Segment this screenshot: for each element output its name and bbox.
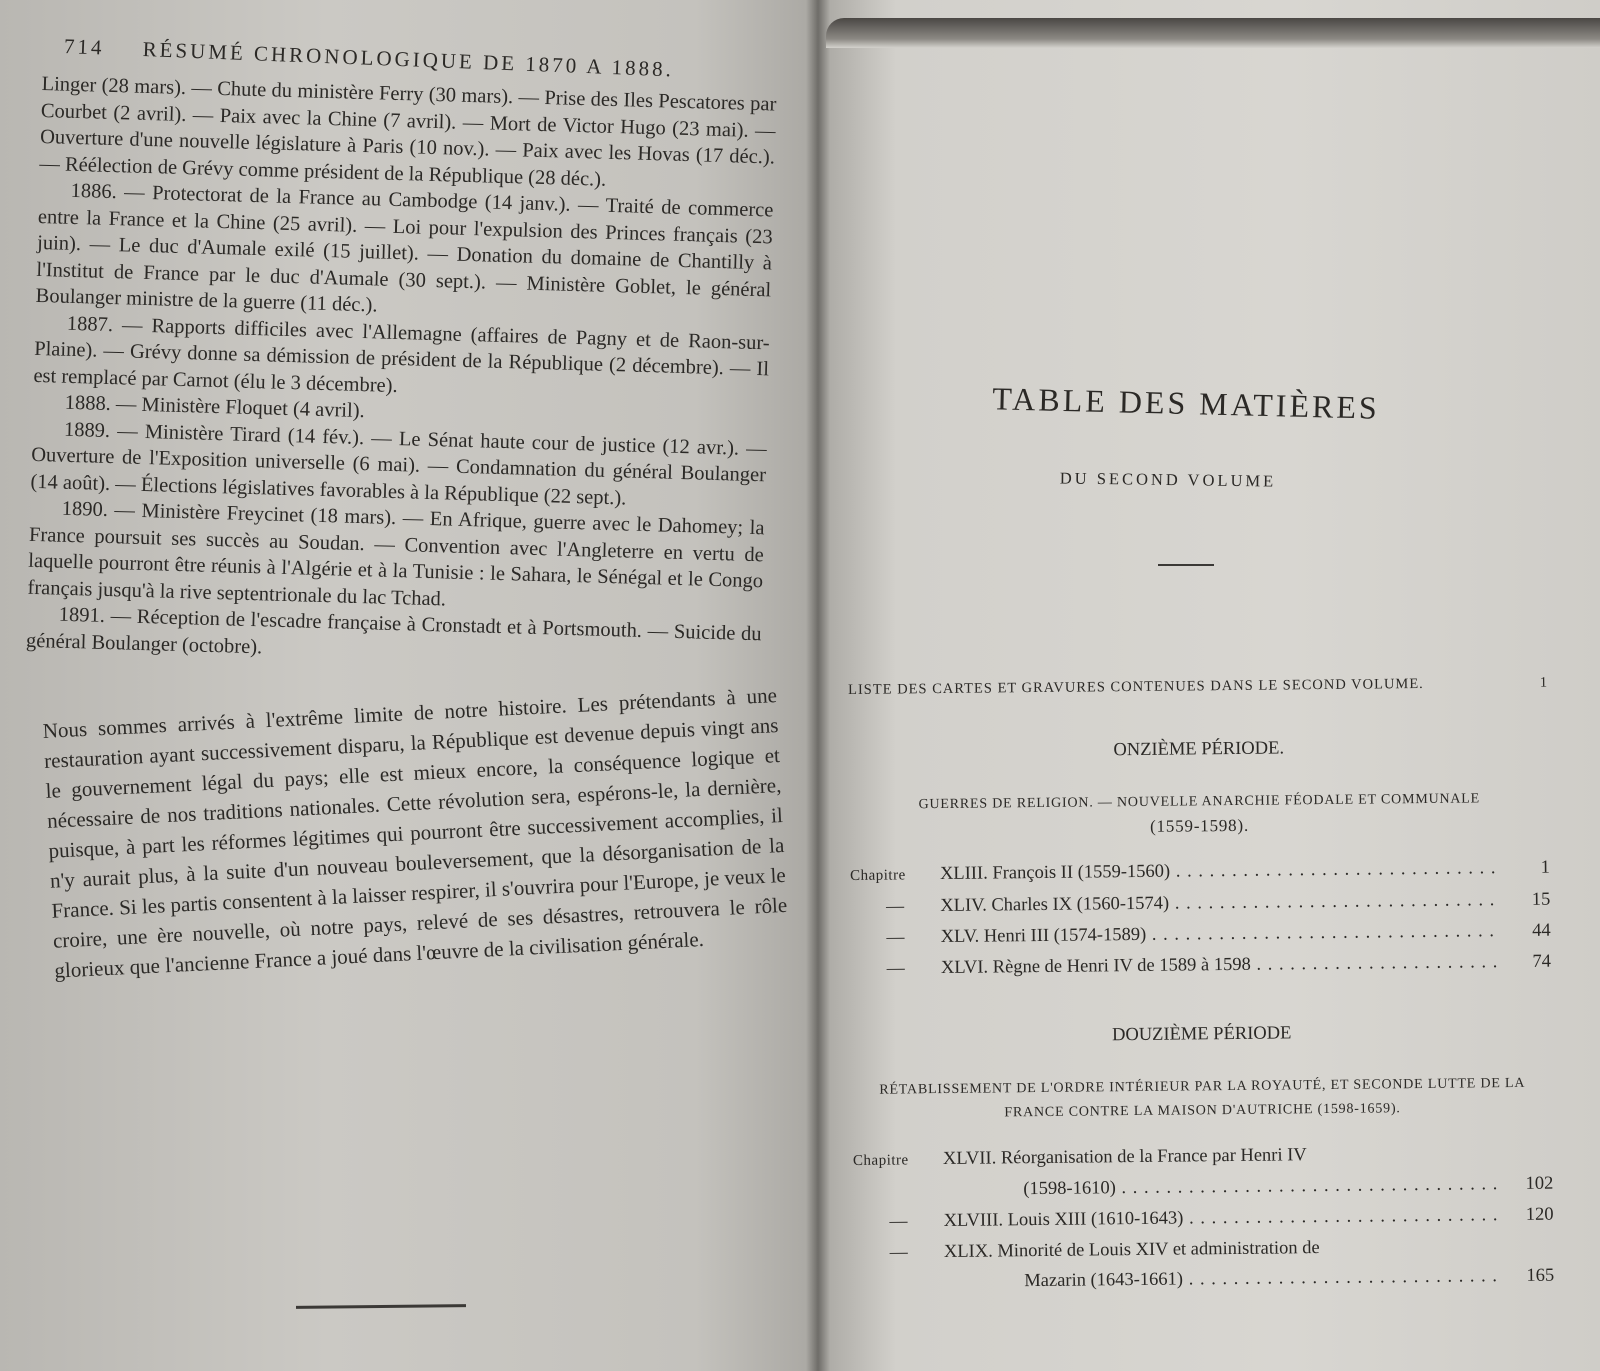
entry-page xyxy=(1504,1251,1554,1252)
entry-lead: — xyxy=(885,895,905,916)
page-number: 714 xyxy=(63,34,105,60)
entry-title: XLIII. François II (1559-1560) . . . xyxy=(940,853,1500,889)
chronology-entry: 1888. — Ministère Floquet (4 avril). xyxy=(64,391,365,423)
entry-page: 102 xyxy=(1525,1173,1554,1194)
title-rule xyxy=(1158,564,1214,566)
entry-page xyxy=(1503,1158,1553,1159)
list-line-page: 1 xyxy=(1539,674,1549,691)
period-title: DOUZIÈME PÉRIODE xyxy=(1111,1023,1292,1046)
entry-lead: — xyxy=(889,1241,909,1262)
entry-page: 15 xyxy=(1531,889,1551,910)
toc-entry-continuation xyxy=(854,1261,1554,1298)
period-description-text: RÉTABLISSEMENT DE L'ORDRE INTÉRIEUR PAR LA ROYAUTÉ, ET SECONDE LUTTE DE LA FRANCE CONTRE LA MAISON D'AUTRICHE (1598-1659). xyxy=(879,1075,1526,1121)
period-description xyxy=(849,787,1549,842)
chronology-entry: 1886. — Protectorat de la France au Cambodge (14 janv.). — Traité de commerce entre la France et la Chine (25 avril). — Loi pour l'expulsion des Princes français (23 juin). — Le duc d'Aumale exilé (15 juillet). — Donation du domaine de Chantilly à l'Institut de France par le duc d'Aumale (30 sept.). — Ministère Goblet, le général Boulanger ministre de la guerre (11 déc.). xyxy=(35,179,774,317)
entry-lead: — xyxy=(886,957,906,978)
chronology xyxy=(26,71,777,674)
toc-body xyxy=(848,675,1555,1342)
entry-lead: — xyxy=(889,1210,908,1231)
entry-page: 120 xyxy=(1525,1204,1554,1225)
list-line-text: LISTE DES CARTES ET GRAVURES CONTENUES DANS LE SECOND VOLUME. xyxy=(848,675,1424,698)
entry-title-continuation: Mazarin (1643-1661) . . . xyxy=(944,1261,1504,1297)
end-rule xyxy=(296,1304,466,1309)
entry-title: XLVI. Règne de Henri IV de 1589 à 1598 . . . xyxy=(941,947,1501,983)
period-dates: (1559-1598). xyxy=(1150,815,1250,836)
running-head-title: RÉSUMÉ CHRONOLOGIQUE DE 1870 A 1888. xyxy=(142,37,675,82)
book-spine-edge xyxy=(826,18,1600,48)
entry-title-continuation: (1598-1610) . . . xyxy=(943,1169,1503,1205)
entry-title: XLVIII. Louis XIII (1610-1643) . . . xyxy=(943,1200,1503,1236)
entry-lead: Chapitre xyxy=(852,1152,909,1169)
period-description-text: GUERRES DE RELIGION. — NOUVELLE ANARCHIE FÉODALE ET COMMUNALE xyxy=(918,791,1481,813)
entry-page: 44 xyxy=(1532,920,1551,941)
entry-lead: — xyxy=(886,926,906,947)
entry-page: 165 xyxy=(1526,1265,1555,1286)
entry-page: 74 xyxy=(1532,951,1552,972)
chronology-entry: 1889. — Ministère Tirard (14 fév.). — Le Sénat haute cour de justice (12 avr.). — Ouverture de l'Exposition universelle (6 mai). — Condamnation du général Boulanger (14 août). — Élections législatives favorables à la République (22 sept.). xyxy=(30,418,768,509)
entry-lead-spacer xyxy=(853,1195,943,1196)
toc-title: TABLE DES MATIÈRES xyxy=(991,380,1381,426)
entry-title: XLVII. Réorganisation de la France par Henri IV xyxy=(942,1145,1307,1170)
toc-subtitle: DU SECOND VOLUME xyxy=(1059,468,1277,491)
entry-title: XLIV. Charles IX (1560-1574) . . . xyxy=(940,885,1500,921)
entry-title: XLV. Henri III (1574-1589) . . . xyxy=(941,916,1501,952)
right-page xyxy=(818,0,1600,1371)
chronology-entry: Linger (28 mars). — Chute du ministère Ferry (30 mars). — Prise des Iles Pescatores par Courbet (2 avril). — Paix avec la Chine (7 avril). — Mort de Victor Hugo (23 mai). — Ouverture d'une nouvelle législature à Paris (10 nov.). — Paix avec les Hovas (17 déc.). — Réélection de Grévy comme président de la République (28 déc.). xyxy=(39,72,777,191)
chapter-list xyxy=(850,853,1551,984)
entry-title: XLIX. Minorité de Louis XIV et administration de xyxy=(943,1238,1320,1263)
entry-lead: Chapitre xyxy=(849,867,906,884)
chapter-list xyxy=(853,1138,1555,1298)
book-gutter xyxy=(806,0,830,1371)
period-title: ONZIÈME PÉRIODE. xyxy=(1113,738,1285,761)
chronology-entry: 1891. — Réception de l'escadre française à Cronstadt et à Portsmouth. — Suicide du général Boulanger (octobre). xyxy=(25,603,762,658)
entry-page: 1 xyxy=(1540,857,1551,878)
chronology-entry: 1890. — Ministère Freycinet (18 mars). — En Afrique, guerre avec le Dahomey; la France poursuit ses succès au Soudan. — Convention avec l'Angleterre en vertu de laquelle pourront être réunis à l'Algérie et à la Tunisie : le Sahara, le Sénégal et le Congo français jusqu'à la rive septentrionale du lac Tchad. xyxy=(27,497,765,610)
conclusion-paragraph: Nous sommes arrivés à l'extrême limite de notre histoire. Les prétendants à une restauration ayant successivement disparu, la République est devenue depuis vingt ans le gouvernement légal du pays; elle est mieux encore, la conséquence logique et nécessaire de nos traditions nationales. Cette révolution sera, espérons-le, la dernière, puisque, à part les réformes légitimes qui pourront être successivement accomplies, il n'y aurait plus, à la suite d'un nouveau bouleversement, que la désorganisation de la France. Si les partis consentent à la laisser respirer, il s'ouvrira pour l'Europe, je veux le croire, une ère nouvelle, où notre pays, relevé de ses désastres, retrouvera le rôle glorieux que l'ancienne France a joué dans l'œuvre de la civilisation générale. xyxy=(42,683,788,983)
chronology-entry: 1887. — Rapports difficiles avec l'Allemagne (affaires de Pagny et de Raon-sur-Plaine). — Grévy donne sa démission de président de la République (2 décembre). — Il est remplacé par Carnot (élu le 3 décembre). xyxy=(33,312,770,397)
period-description xyxy=(852,1072,1552,1127)
toc-list-line xyxy=(848,675,1548,699)
entry-lead-spacer xyxy=(854,1287,944,1288)
